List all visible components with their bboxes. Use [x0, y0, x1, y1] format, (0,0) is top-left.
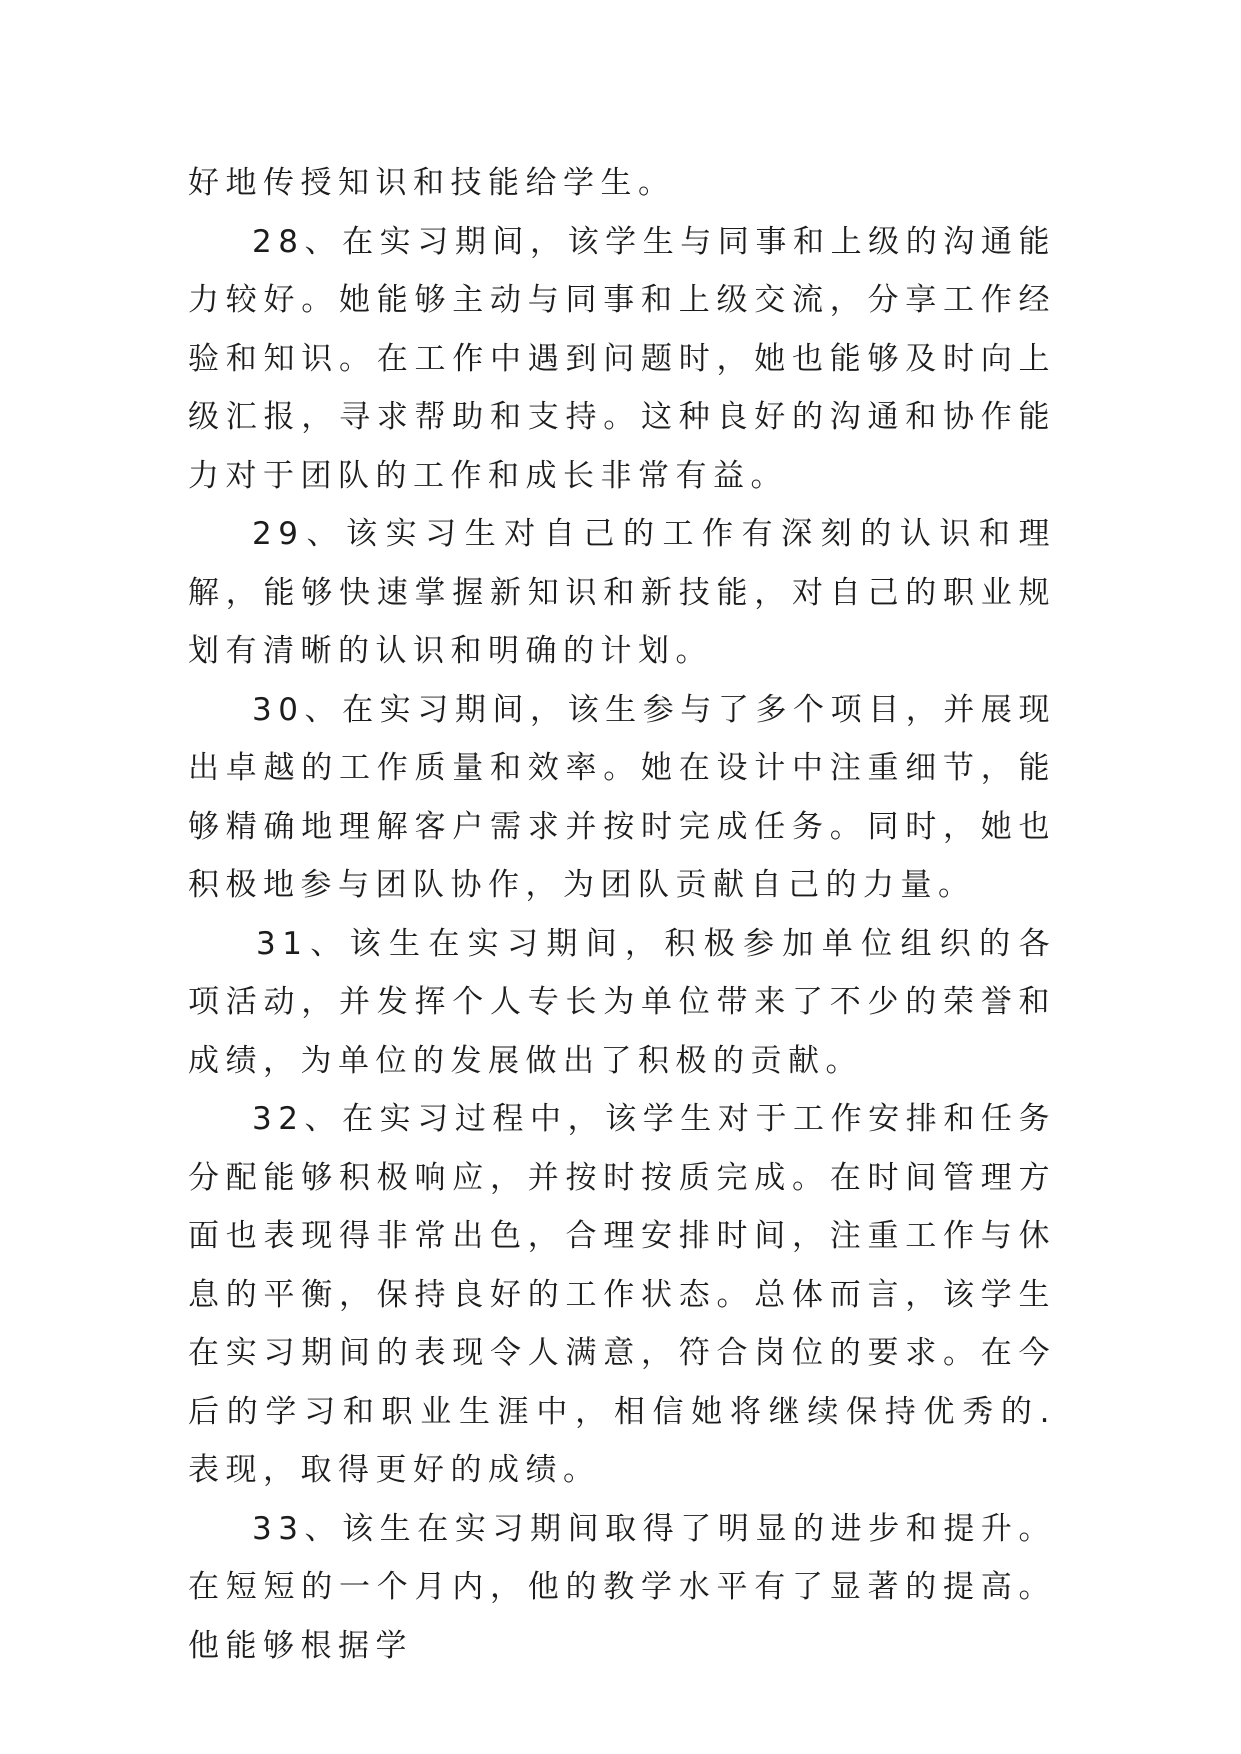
- paragraph-33: 33、该生在实习期间取得了明显的进步和提升。在短短的一个月内，他的教学水平有了显著的提高。他能够根据学: [188, 1510, 1056, 1664]
- paragraph-28: 28、在实习期间，该学生与同事和上级的沟通能力较好。她能够主动与同事和上级交流，分享工作经验和知识。在工作中遇到问题时，她也能够及时向上级汇报，寻求帮助和支持。这种良好的沟通和协作能力对于团队的工作和成长非常有益。: [188, 223, 1056, 494]
- paragraph-30: 30、在实习期间，该生参与了多个项目，并展现出卓越的工作质量和效率。她在设计中注重细节，能够精确地理解客户需求并按时完成任务。同时，她也积极地参与团队协作，为团队贡献自己的力量。: [188, 691, 1056, 903]
- paragraph-29: 29、该实习生对自己的工作有深刻的认识和理解，能够快速掌握新知识和新技能，对自己的职业规划有清晰的认识和明确的计划。: [188, 516, 1056, 669]
- document-body: [188, 154, 1056, 1675]
- paragraph-continuation: 好地传授知识和技能给学生。: [188, 165, 676, 201]
- paragraph-32: 32、在实习过程中，该学生对于工作安排和任务分配能够积极响应，并按时按质完成。在时间管理方面也表现得非常出色，合理安排时间，注重工作与休息的平衡，保持良好的工作状态。总体而言，该学生在实习期间的表现令人满意，符合岗位的要求。在今后的学习和职业生涯中，相信她将继续保持优秀的.表现，取得更好的成绩。: [188, 1101, 1056, 1488]
- paragraph-31: 31、该生在实习期间，积极参加单位组织的各项活动，并发挥个人专长为单位带来了不少的荣誉和成绩，为单位的发展做出了积极的贡献。: [188, 925, 1056, 1079]
